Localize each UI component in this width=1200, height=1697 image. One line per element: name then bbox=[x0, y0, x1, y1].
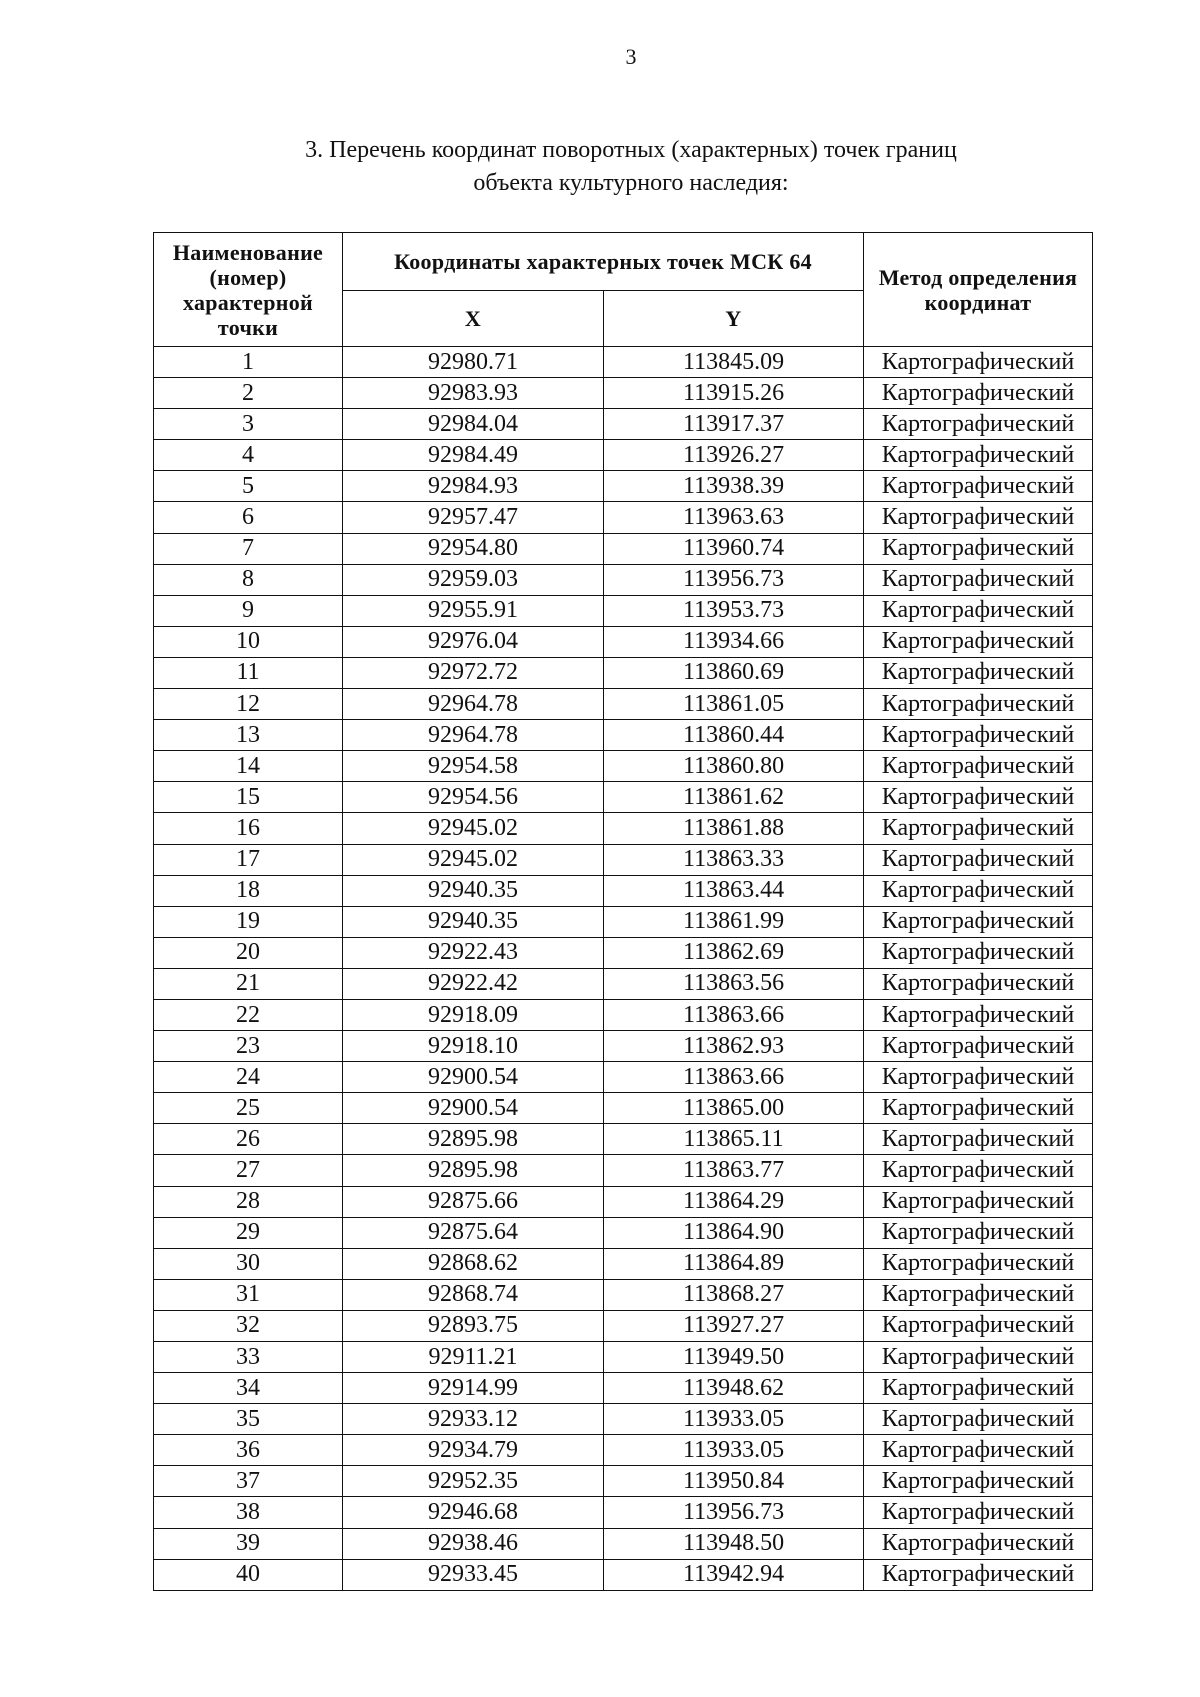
cell-method: Картографический bbox=[864, 657, 1093, 688]
table-row bbox=[154, 751, 1093, 782]
table-row bbox=[154, 968, 1093, 999]
table-row bbox=[154, 1279, 1093, 1310]
cell-method: Картографический bbox=[864, 1248, 1093, 1279]
table-row bbox=[154, 875, 1093, 906]
cell-point-number: 19 bbox=[154, 906, 343, 937]
cell-y: 113956.73 bbox=[604, 564, 864, 595]
cell-method: Картографический bbox=[864, 471, 1093, 502]
cell-y: 113845.09 bbox=[604, 347, 864, 378]
cell-point-number: 29 bbox=[154, 1217, 343, 1248]
cell-point-number: 17 bbox=[154, 844, 343, 875]
cell-method: Картографический bbox=[864, 875, 1093, 906]
cell-y: 113960.74 bbox=[604, 533, 864, 564]
cell-x: 92984.49 bbox=[343, 440, 604, 471]
cell-y: 113953.73 bbox=[604, 595, 864, 626]
table-row bbox=[154, 409, 1093, 440]
cell-method: Картографический bbox=[864, 533, 1093, 564]
cell-y: 113864.89 bbox=[604, 1248, 864, 1279]
cell-y: 113861.99 bbox=[604, 906, 864, 937]
cell-x: 92972.72 bbox=[343, 657, 604, 688]
header-method: Метод определения координат bbox=[864, 233, 1093, 347]
cell-x: 92875.64 bbox=[343, 1217, 604, 1248]
cell-y: 113862.69 bbox=[604, 937, 864, 968]
title-line-2: объекта культурного наследия: bbox=[473, 170, 789, 196]
cell-point-number: 4 bbox=[154, 440, 343, 471]
cell-y: 113948.50 bbox=[604, 1528, 864, 1559]
cell-point-number: 32 bbox=[154, 1310, 343, 1341]
table-row bbox=[154, 626, 1093, 657]
table-row bbox=[154, 1186, 1093, 1217]
table-row bbox=[154, 1310, 1093, 1341]
cell-x: 92940.35 bbox=[343, 906, 604, 937]
cell-y: 113963.63 bbox=[604, 502, 864, 533]
cell-method: Картографический bbox=[864, 626, 1093, 657]
table-row bbox=[154, 689, 1093, 720]
cell-y: 113933.05 bbox=[604, 1404, 864, 1435]
cell-point-number: 33 bbox=[154, 1342, 343, 1373]
cell-method: Картографический bbox=[864, 595, 1093, 626]
cell-x: 92946.68 bbox=[343, 1497, 604, 1528]
cell-method: Картографический bbox=[864, 1310, 1093, 1341]
cell-x: 92900.54 bbox=[343, 1062, 604, 1093]
cell-x: 92976.04 bbox=[343, 626, 604, 657]
cell-point-number: 26 bbox=[154, 1124, 343, 1155]
cell-point-number: 35 bbox=[154, 1404, 343, 1435]
cell-point-number: 31 bbox=[154, 1279, 343, 1310]
table-row bbox=[154, 782, 1093, 813]
table-row bbox=[154, 347, 1093, 378]
cell-x: 92952.35 bbox=[343, 1466, 604, 1497]
cell-y: 113863.77 bbox=[604, 1155, 864, 1186]
cell-point-number: 1 bbox=[154, 347, 343, 378]
cell-point-number: 11 bbox=[154, 657, 343, 688]
cell-method: Картографический bbox=[864, 937, 1093, 968]
cell-point-number: 13 bbox=[154, 720, 343, 751]
cell-point-number: 38 bbox=[154, 1497, 343, 1528]
cell-method: Картографический bbox=[864, 689, 1093, 720]
table-row bbox=[154, 657, 1093, 688]
cell-point-number: 25 bbox=[154, 1093, 343, 1124]
cell-y: 113861.88 bbox=[604, 813, 864, 844]
table-row bbox=[154, 1093, 1093, 1124]
cell-method: Картографический bbox=[864, 347, 1093, 378]
table-row bbox=[154, 1435, 1093, 1466]
cell-x: 92918.10 bbox=[343, 1031, 604, 1062]
cell-method: Картографический bbox=[864, 1279, 1093, 1310]
cell-method: Картографический bbox=[864, 1342, 1093, 1373]
cell-x: 92933.12 bbox=[343, 1404, 604, 1435]
cell-x: 92984.93 bbox=[343, 471, 604, 502]
cell-point-number: 39 bbox=[154, 1528, 343, 1559]
table-row bbox=[154, 1466, 1093, 1497]
cell-y: 113865.11 bbox=[604, 1124, 864, 1155]
table-row bbox=[154, 1217, 1093, 1248]
cell-x: 92875.66 bbox=[343, 1186, 604, 1217]
table-row bbox=[154, 999, 1093, 1030]
cell-x: 92980.71 bbox=[343, 347, 604, 378]
table-row bbox=[154, 1559, 1093, 1590]
cell-y: 113949.50 bbox=[604, 1342, 864, 1373]
cell-y: 113933.05 bbox=[604, 1435, 864, 1466]
cell-y: 113861.62 bbox=[604, 782, 864, 813]
cell-method: Картографический bbox=[864, 502, 1093, 533]
cell-point-number: 16 bbox=[154, 813, 343, 844]
cell-method: Картографический bbox=[864, 1093, 1093, 1124]
table-row bbox=[154, 378, 1093, 409]
cell-y: 113917.37 bbox=[604, 409, 864, 440]
cell-x: 92934.79 bbox=[343, 1435, 604, 1466]
table-row bbox=[154, 1497, 1093, 1528]
cell-point-number: 36 bbox=[154, 1435, 343, 1466]
cell-x: 92900.54 bbox=[343, 1093, 604, 1124]
cell-x: 92959.03 bbox=[343, 564, 604, 595]
cell-y: 113865.00 bbox=[604, 1093, 864, 1124]
cell-x: 92895.98 bbox=[343, 1124, 604, 1155]
cell-y: 113861.05 bbox=[604, 689, 864, 720]
cell-method: Картографический bbox=[864, 564, 1093, 595]
cell-y: 113860.44 bbox=[604, 720, 864, 751]
cell-method: Картографический bbox=[864, 720, 1093, 751]
cell-method: Картографический bbox=[864, 1404, 1093, 1435]
cell-point-number: 3 bbox=[154, 409, 343, 440]
cell-x: 92964.78 bbox=[343, 689, 604, 720]
cell-y: 113860.69 bbox=[604, 657, 864, 688]
cell-method: Картографический bbox=[864, 906, 1093, 937]
cell-x: 92984.04 bbox=[343, 409, 604, 440]
cell-x: 92868.62 bbox=[343, 1248, 604, 1279]
table-row bbox=[154, 595, 1093, 626]
cell-point-number: 5 bbox=[154, 471, 343, 502]
cell-x: 92957.47 bbox=[343, 502, 604, 533]
table-row bbox=[154, 844, 1093, 875]
cell-x: 92945.02 bbox=[343, 813, 604, 844]
header-y: Y bbox=[604, 291, 864, 347]
cell-method: Картографический bbox=[864, 844, 1093, 875]
cell-x: 92945.02 bbox=[343, 844, 604, 875]
cell-point-number: 20 bbox=[154, 937, 343, 968]
cell-y: 113860.80 bbox=[604, 751, 864, 782]
table-row bbox=[154, 1528, 1093, 1559]
header-point-name: Наименование (номер) характерной точки bbox=[154, 233, 343, 347]
cell-point-number: 40 bbox=[154, 1559, 343, 1590]
cell-x: 92911.21 bbox=[343, 1342, 604, 1373]
page-number: 3 bbox=[625, 44, 637, 69]
cell-y: 113868.27 bbox=[604, 1279, 864, 1310]
cell-y: 113863.66 bbox=[604, 1062, 864, 1093]
cell-point-number: 24 bbox=[154, 1062, 343, 1093]
table-row bbox=[154, 720, 1093, 751]
cell-method: Картографический bbox=[864, 409, 1093, 440]
cell-method: Картографический bbox=[864, 1155, 1093, 1186]
cell-point-number: 10 bbox=[154, 626, 343, 657]
table-body bbox=[154, 347, 1093, 1591]
table-row bbox=[154, 813, 1093, 844]
cell-x: 92914.99 bbox=[343, 1373, 604, 1404]
cell-y: 113938.39 bbox=[604, 471, 864, 502]
table-row bbox=[154, 1155, 1093, 1186]
cell-point-number: 34 bbox=[154, 1373, 343, 1404]
cell-x: 92893.75 bbox=[343, 1310, 604, 1341]
cell-x: 92918.09 bbox=[343, 999, 604, 1030]
cell-point-number: 9 bbox=[154, 595, 343, 626]
cell-method: Картографический bbox=[864, 1559, 1093, 1590]
cell-point-number: 37 bbox=[154, 1466, 343, 1497]
cell-method: Картографический bbox=[864, 782, 1093, 813]
cell-point-number: 14 bbox=[154, 751, 343, 782]
document-title bbox=[0, 134, 1200, 200]
cell-y: 113956.73 bbox=[604, 1497, 864, 1528]
coordinates-table bbox=[153, 232, 1093, 1591]
cell-x: 92868.74 bbox=[343, 1279, 604, 1310]
cell-method: Картографический bbox=[864, 1435, 1093, 1466]
cell-method: Картографический bbox=[864, 1466, 1093, 1497]
cell-x: 92954.80 bbox=[343, 533, 604, 564]
cell-y: 113926.27 bbox=[604, 440, 864, 471]
cell-point-number: 28 bbox=[154, 1186, 343, 1217]
cell-y: 113863.44 bbox=[604, 875, 864, 906]
cell-point-number: 23 bbox=[154, 1031, 343, 1062]
cell-y: 113942.94 bbox=[604, 1559, 864, 1590]
header-x: X bbox=[343, 291, 604, 347]
cell-x: 92940.35 bbox=[343, 875, 604, 906]
title-line-1: 3. Перечень координат поворотных (характерных) точек границ bbox=[305, 137, 957, 163]
cell-point-number: 8 bbox=[154, 564, 343, 595]
cell-y: 113863.66 bbox=[604, 999, 864, 1030]
cell-x: 92933.45 bbox=[343, 1559, 604, 1590]
cell-point-number: 30 bbox=[154, 1248, 343, 1279]
cell-x: 92954.58 bbox=[343, 751, 604, 782]
cell-y: 113863.33 bbox=[604, 844, 864, 875]
cell-x: 92983.93 bbox=[343, 378, 604, 409]
cell-y: 113915.26 bbox=[604, 378, 864, 409]
cell-method: Картографический bbox=[864, 813, 1093, 844]
table-row bbox=[154, 440, 1093, 471]
cell-method: Картографический bbox=[864, 751, 1093, 782]
header-coordinates: Координаты характерных точек МСК 64 bbox=[343, 233, 864, 291]
cell-y: 113950.84 bbox=[604, 1466, 864, 1497]
cell-method: Картографический bbox=[864, 1186, 1093, 1217]
cell-method: Картографический bbox=[864, 1031, 1093, 1062]
cell-x: 92895.98 bbox=[343, 1155, 604, 1186]
cell-y: 113948.62 bbox=[604, 1373, 864, 1404]
cell-y: 113864.29 bbox=[604, 1186, 864, 1217]
cell-method: Картографический bbox=[864, 1373, 1093, 1404]
table-row bbox=[154, 1404, 1093, 1435]
cell-y: 113862.93 bbox=[604, 1031, 864, 1062]
cell-x: 92964.78 bbox=[343, 720, 604, 751]
table-row bbox=[154, 1373, 1093, 1404]
cell-y: 113934.66 bbox=[604, 626, 864, 657]
cell-point-number: 21 bbox=[154, 968, 343, 999]
cell-method: Картографический bbox=[864, 968, 1093, 999]
cell-method: Картографический bbox=[864, 999, 1093, 1030]
table-row bbox=[154, 1248, 1093, 1279]
table-row bbox=[154, 471, 1093, 502]
cell-point-number: 2 bbox=[154, 378, 343, 409]
cell-x: 92938.46 bbox=[343, 1528, 604, 1559]
cell-point-number: 22 bbox=[154, 999, 343, 1030]
table-row bbox=[154, 1124, 1093, 1155]
cell-y: 113864.90 bbox=[604, 1217, 864, 1248]
cell-point-number: 6 bbox=[154, 502, 343, 533]
cell-method: Картографический bbox=[864, 1124, 1093, 1155]
cell-method: Картографический bbox=[864, 378, 1093, 409]
cell-method: Картографический bbox=[864, 1497, 1093, 1528]
table-row bbox=[154, 533, 1093, 564]
table-row bbox=[154, 564, 1093, 595]
cell-method: Картографический bbox=[864, 1062, 1093, 1093]
cell-method: Картографический bbox=[864, 440, 1093, 471]
cell-point-number: 15 bbox=[154, 782, 343, 813]
cell-x: 92954.56 bbox=[343, 782, 604, 813]
cell-point-number: 7 bbox=[154, 533, 343, 564]
table-row bbox=[154, 906, 1093, 937]
table-row bbox=[154, 502, 1093, 533]
cell-method: Картографический bbox=[864, 1528, 1093, 1559]
table-row bbox=[154, 937, 1093, 968]
cell-x: 92922.43 bbox=[343, 937, 604, 968]
cell-point-number: 27 bbox=[154, 1155, 343, 1186]
cell-point-number: 12 bbox=[154, 689, 343, 720]
table-row bbox=[154, 1031, 1093, 1062]
cell-x: 92955.91 bbox=[343, 595, 604, 626]
table-row bbox=[154, 1342, 1093, 1373]
cell-y: 113927.27 bbox=[604, 1310, 864, 1341]
table-row bbox=[154, 1062, 1093, 1093]
cell-y: 113863.56 bbox=[604, 968, 864, 999]
cell-method: Картографический bbox=[864, 1217, 1093, 1248]
cell-point-number: 18 bbox=[154, 875, 343, 906]
cell-x: 92922.42 bbox=[343, 968, 604, 999]
